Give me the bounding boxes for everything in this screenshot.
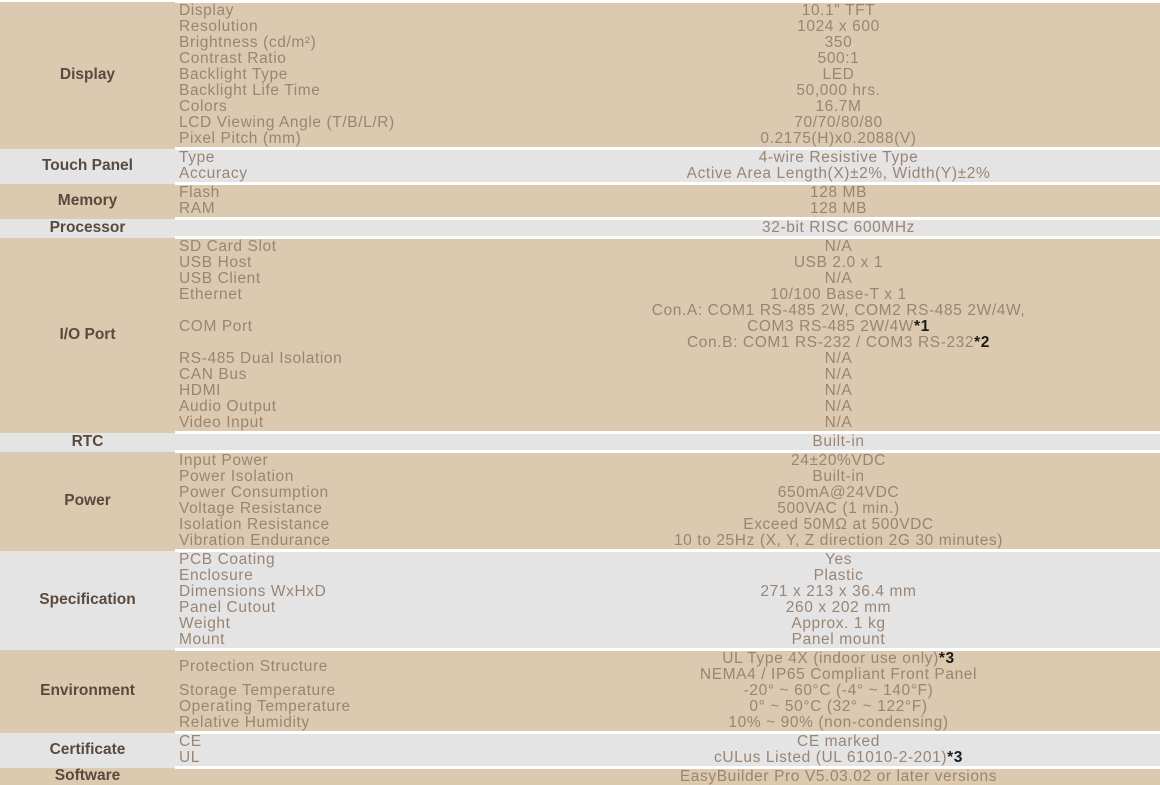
spec-value: 128 MB bbox=[517, 184, 1160, 202]
spec-name: Pixel Pitch (mm) bbox=[175, 131, 517, 149]
spec-value: Built-in bbox=[517, 469, 1160, 485]
spec-name: Panel Cutout bbox=[175, 600, 517, 616]
spec-name: Audio Output bbox=[175, 399, 517, 415]
spec-row bbox=[0, 184, 1160, 202]
spec-value: N/A bbox=[517, 383, 1160, 399]
spec-value: 50,000 hrs. bbox=[517, 83, 1160, 99]
spec-name: Weight bbox=[175, 616, 517, 632]
spec-name: Protection Structure bbox=[175, 650, 517, 684]
spec-name: Resolution bbox=[175, 19, 517, 35]
spec-name: Brightness (cd/m²) bbox=[175, 35, 517, 51]
spec-value: N/A bbox=[517, 271, 1160, 287]
spec-row bbox=[0, 733, 1160, 751]
spec-value: 350 bbox=[517, 35, 1160, 51]
spec-name: Isolation Resistance bbox=[175, 517, 517, 533]
spec-name: Video Input bbox=[175, 415, 517, 433]
spec-name: CE bbox=[175, 733, 517, 751]
spec-value: N/A bbox=[517, 238, 1160, 256]
spec-value: Built-in bbox=[517, 433, 1160, 452]
spec-row bbox=[0, 433, 1160, 452]
category-label: Display bbox=[0, 2, 175, 149]
spec-row bbox=[0, 219, 1160, 238]
spec-name: Voltage Resistance bbox=[175, 501, 517, 517]
spec-value: 260 x 202 mm bbox=[517, 600, 1160, 616]
spec-name: Contrast Ratio bbox=[175, 51, 517, 67]
spec-value: 32-bit RISC 600MHz bbox=[517, 219, 1160, 238]
spec-value-text: UL Type 4X (indoor use only) bbox=[722, 650, 939, 667]
spec-value-line bbox=[517, 750, 1160, 766]
footnote-marker: *1 bbox=[914, 318, 930, 335]
spec-value-text: COM3 RS-485 2W/4W bbox=[747, 318, 914, 335]
spec-row bbox=[0, 768, 1160, 785]
spec-value: CE marked bbox=[517, 733, 1160, 751]
spec-value: 0.2175(H)x0.2088(V) bbox=[517, 131, 1160, 149]
footnote-marker: *3 bbox=[947, 750, 963, 766]
spec-row bbox=[0, 238, 1160, 256]
spec-value: N/A bbox=[517, 399, 1160, 415]
category-label: Certificate bbox=[0, 733, 175, 768]
spec-value: 24±20%VDC bbox=[517, 452, 1160, 470]
spec-name: UL bbox=[175, 750, 517, 768]
spec-row bbox=[0, 650, 1160, 684]
spec-row bbox=[0, 452, 1160, 470]
spec-value bbox=[517, 650, 1160, 684]
spec-row bbox=[0, 2, 1160, 20]
spec-name: RS-485 Dual Isolation bbox=[175, 351, 517, 367]
spec-value: LED bbox=[517, 67, 1160, 83]
category-label: Touch Panel bbox=[0, 149, 175, 184]
spec-value: 70/70/80/80 bbox=[517, 115, 1160, 131]
spec-name: Mount bbox=[175, 632, 517, 650]
spec-value-line bbox=[517, 651, 1160, 667]
spec-name: USB Host bbox=[175, 255, 517, 271]
spec-value: 128 MB bbox=[517, 201, 1160, 219]
spec-name: Ethernet bbox=[175, 287, 517, 303]
spec-name: Power Consumption bbox=[175, 485, 517, 501]
spec-name: HDMI bbox=[175, 383, 517, 399]
spec-name bbox=[175, 768, 517, 785]
spec-value-line bbox=[517, 335, 1160, 351]
spec-name bbox=[175, 433, 517, 452]
category-label: Software bbox=[0, 768, 175, 785]
spec-name: Vibration Endurance bbox=[175, 533, 517, 551]
spec-name: Colors bbox=[175, 99, 517, 115]
spec-value bbox=[517, 303, 1160, 351]
spec-value: N/A bbox=[517, 351, 1160, 367]
spec-value: EasyBuilder Pro V5.03.02 or later versions bbox=[517, 768, 1160, 785]
category-label: Environment bbox=[0, 650, 175, 733]
spec-value: Yes bbox=[517, 551, 1160, 569]
spec-value: Exceed 50MΩ at 500VDC bbox=[517, 517, 1160, 533]
footnote-marker: *2 bbox=[974, 334, 990, 351]
spec-name: Enclosure bbox=[175, 568, 517, 584]
spec-name: Dimensions WxHxD bbox=[175, 584, 517, 600]
spec-value: Plastic bbox=[517, 568, 1160, 584]
spec-row bbox=[0, 149, 1160, 167]
category-label: Power bbox=[0, 452, 175, 551]
spec-value: 16.7M bbox=[517, 99, 1160, 115]
category-label: Processor bbox=[0, 219, 175, 238]
spec-name bbox=[175, 219, 517, 238]
spec-value-line bbox=[517, 303, 1160, 319]
spec-name: USB Client bbox=[175, 271, 517, 287]
spec-value-text: Con.A: COM1 RS-485 2W, COM2 RS-485 2W/4W, bbox=[652, 303, 1025, 319]
category-label: I/O Port bbox=[0, 238, 175, 433]
spec-value: N/A bbox=[517, 367, 1160, 383]
spec-value: 1024 x 600 bbox=[517, 19, 1160, 35]
spec-value: 500VAC (1 min.) bbox=[517, 501, 1160, 517]
spec-name: RAM bbox=[175, 201, 517, 219]
spec-name: Power Isolation bbox=[175, 469, 517, 485]
spec-value: 650mA@24VDC bbox=[517, 485, 1160, 501]
spec-name: Backlight Life Time bbox=[175, 83, 517, 99]
spec-name: Input Power bbox=[175, 452, 517, 470]
spec-name: Type bbox=[175, 149, 517, 167]
spec-name: Relative Humidity bbox=[175, 715, 517, 733]
spec-value: 271 x 213 x 36.4 mm bbox=[517, 584, 1160, 600]
spec-name: Storage Temperature bbox=[175, 683, 517, 699]
spec-value: Active Area Length(X)±2%, Width(Y)±2% bbox=[517, 166, 1160, 184]
spec-row bbox=[0, 551, 1160, 569]
spec-value: 10% ~ 90% (non-condensing) bbox=[517, 715, 1160, 733]
spec-value-line bbox=[517, 319, 1160, 335]
spec-name: Accuracy bbox=[175, 166, 517, 184]
spec-value: Approx. 1 kg bbox=[517, 616, 1160, 632]
spec-name: Flash bbox=[175, 184, 517, 202]
spec-value: 10.1" TFT bbox=[517, 2, 1160, 20]
footnote-marker: *3 bbox=[939, 650, 955, 667]
spec-value: Panel mount bbox=[517, 632, 1160, 650]
spec-value: 10/100 Base-T x 1 bbox=[517, 287, 1160, 303]
spec-name: Display bbox=[175, 2, 517, 20]
spec-value-text: Con.B: COM1 RS-232 / COM3 RS-232 bbox=[687, 334, 974, 351]
spec-name: SD Card Slot bbox=[175, 238, 517, 256]
category-label: Memory bbox=[0, 184, 175, 219]
spec-value-text: NEMA4 / IP65 Compliant Front Panel bbox=[700, 666, 977, 683]
spec-value-line bbox=[517, 667, 1160, 683]
spec-name: COM Port bbox=[175, 303, 517, 351]
spec-value: USB 2.0 x 1 bbox=[517, 255, 1160, 271]
spec-value: 500:1 bbox=[517, 51, 1160, 67]
spec-value-text: cULus Listed (UL 61010-2-201) bbox=[714, 750, 947, 766]
spec-name: LCD Viewing Angle (T/B/L/R) bbox=[175, 115, 517, 131]
spec-value: -20° ~ 60°C (-4° ~ 140°F) bbox=[517, 683, 1160, 699]
category-label: Specification bbox=[0, 551, 175, 650]
category-label: RTC bbox=[0, 433, 175, 452]
spec-name: Backlight Type bbox=[175, 67, 517, 83]
spec-value bbox=[517, 750, 1160, 768]
spec-value: N/A bbox=[517, 415, 1160, 433]
spec-value: 0° ~ 50°C (32° ~ 122°F) bbox=[517, 699, 1160, 715]
spec-table-body bbox=[0, 2, 1160, 785]
spec-name: PCB Coating bbox=[175, 551, 517, 569]
spec-name: Operating Temperature bbox=[175, 699, 517, 715]
spec-name: CAN Bus bbox=[175, 367, 517, 383]
spec-value: 10 to 25Hz (X, Y, Z direction 2G 30 minutes) bbox=[517, 533, 1160, 551]
spec-value: 4-wire Resistive Type bbox=[517, 149, 1160, 167]
